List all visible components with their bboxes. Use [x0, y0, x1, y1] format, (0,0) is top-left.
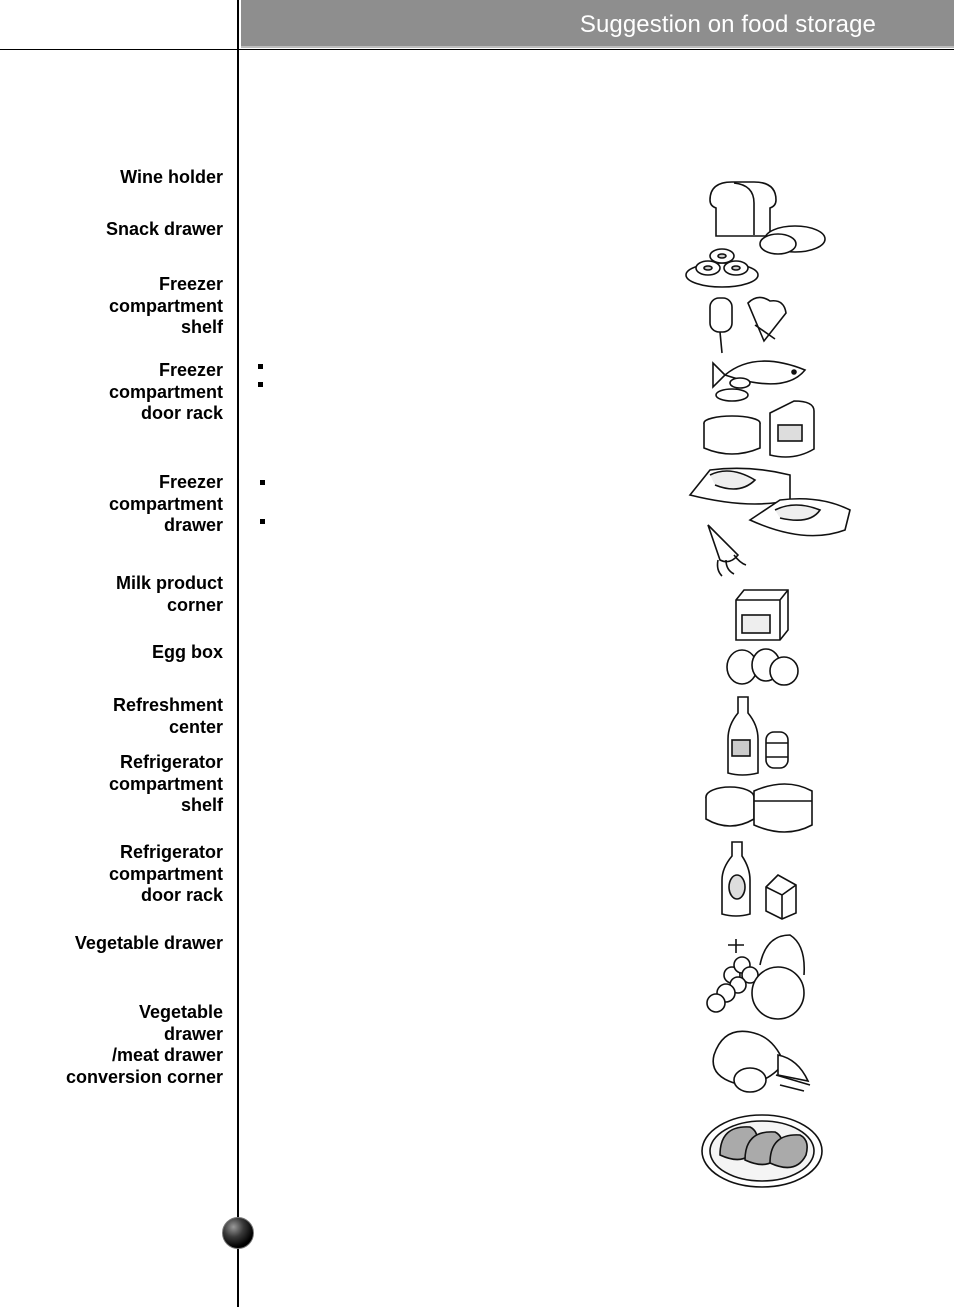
meat-plate-icon [702, 1115, 822, 1187]
containers-icon [706, 784, 812, 832]
bottle-icon [728, 697, 788, 775]
label-conversion-corner [66, 1002, 223, 1088]
label-line: drawer [163, 515, 223, 535]
label-line: center [168, 716, 223, 737]
label-line: Milk product [116, 573, 223, 593]
eggs-icon [727, 649, 798, 685]
header-bar [241, 0, 954, 48]
label-line: /meat drawer [111, 1045, 223, 1065]
bullet-marker [258, 364, 263, 369]
label-refreshment-center [113, 695, 223, 738]
label-line: shelf [180, 795, 223, 815]
label-line: compartment [108, 493, 223, 514]
label-egg-box [152, 642, 223, 664]
bread-icon [710, 182, 825, 254]
label-refrigerator-door-rack [109, 842, 223, 907]
food-illustrations [680, 175, 860, 1195]
label-line: conversion corner [65, 1066, 223, 1087]
canned-food-icon [704, 401, 814, 457]
label-milk-product-corner [116, 573, 223, 616]
label-line: compartment [108, 773, 223, 794]
milk-carton-icon [722, 842, 796, 919]
frozen-meat-icon [690, 468, 850, 535]
label-line: compartment [108, 295, 223, 316]
label-freezer-shelf [109, 274, 223, 339]
header-divider [0, 49, 954, 50]
bullet-marker [260, 519, 265, 524]
label-line: corner [166, 594, 223, 615]
label-line: Freezer [158, 360, 223, 380]
label-line: Wine holder [120, 167, 223, 187]
label-line: compartment [108, 863, 223, 884]
fruits-icon [707, 935, 804, 1019]
label-line: Refrigerator [119, 842, 223, 862]
bullet-marker [258, 382, 263, 387]
label-line: Freezer [158, 274, 223, 294]
column-divider [237, 0, 239, 1307]
label-wine-holder [120, 167, 223, 189]
label-line: Vegetable [138, 1002, 223, 1022]
fish-icon [713, 361, 805, 401]
vegetables-icon [713, 1031, 810, 1092]
label-line: door rack [140, 885, 223, 905]
label-freezer-door-rack [109, 360, 223, 425]
label-line: drawer [163, 1023, 223, 1044]
label-line: Refreshment [112, 695, 223, 715]
label-line: Snack drawer [105, 219, 223, 239]
page-title: Suggestion on food storage [579, 11, 876, 38]
bullet-marker [260, 480, 265, 485]
label-snack-drawer [106, 219, 223, 241]
label-refrigerator-shelf [109, 752, 223, 817]
ice-cream-icon [710, 297, 786, 353]
label-line: Vegetable drawer [74, 933, 223, 953]
label-line: Egg box [152, 642, 223, 662]
squid-icon [708, 525, 746, 576]
page-marker-ball [222, 1217, 254, 1249]
label-line: Freezer [158, 472, 223, 492]
label-line: door rack [140, 403, 223, 423]
label-vegetable-drawer [75, 933, 223, 955]
label-line: compartment [108, 381, 223, 402]
label-line: shelf [180, 317, 223, 337]
label-freezer-drawer [109, 472, 223, 537]
butter-icon [736, 590, 788, 640]
label-line: Refrigerator [119, 752, 223, 772]
donuts-icon [686, 249, 758, 287]
